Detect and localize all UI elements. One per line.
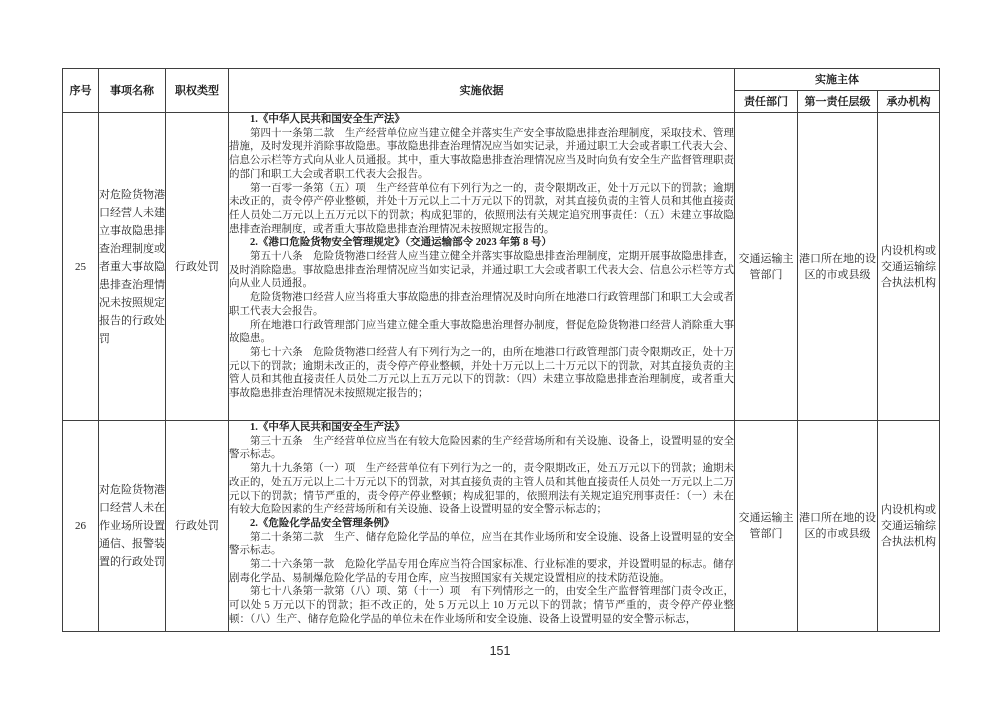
basis-paragraphs: [229, 113, 734, 401]
cell-undertaking-organization: 内设机构或交通运输综合执法机构: [878, 113, 940, 421]
header-row-top: [63, 69, 940, 91]
basis-paragraph: 危险货物港口经营人应当将重大事故隐患的排查治理情况及时向所在地港口行政管理部门和职工大会或者职工代表大会报告。: [229, 292, 734, 317]
basis-paragraph: 2.《港口危险货物安全管理规定》（交通运输部令 2023 年第 8 号）: [250, 237, 552, 249]
header-implementation-basis: 实施依据: [229, 69, 735, 113]
basis-paragraph: 第四十一条第二款 生产经营单位应当建立健全并落实生产安全事故隐患排查治理制度，采取技术、管理措施，及时发现并消除事故隐患。事故隐患排查治理情况应当如实记录，并通过职工大会或者职工代表大会、信息公示栏等方式向从业人员通报。其中，重大事故隐患排查治理情况应当及时向负有安全生产监督管理职责的部门和职工大会或者职工代表大会报告。: [229, 127, 734, 180]
basis-paragraph: 第九十九条第（一）项 生产经营单位有下列行为之一的，责令限期改正，处五万元以下的罚款；逾期未改正的，处五万元以上二十万元以下的罚款，对其直接负责的主管人员和其他直接责任人员处一万元以上二万元以下的罚款；情节严重的，责令停产停业整顿；构成犯罪的，依照刑法有关规定追究刑事责任：（一）未在有较大危险因素的生产经营场所和有关设施、设备上设置明显的安全警示标志的；: [229, 463, 734, 516]
cell-responsible-department: 交通运输主管部门: [735, 421, 798, 632]
cell-item-name: [99, 421, 166, 632]
header-undertaking-organization: 承办机构: [878, 91, 940, 113]
table-row: [63, 421, 940, 632]
header-first-responsibility-level: 第一责任层级: [798, 91, 878, 113]
basis-paragraph: 第二十六条第一款 危险化学品专用仓库应当符合国家标准、行业标准的要求，并设置明显的标志。储存剧毒化学品、易制爆危险化学品的专用仓库，应当按照国家有关规定设置相应的技术防范设施。: [229, 559, 734, 584]
basis-paragraph: 第二十条第二款 生产、储存危险化学品的单位，应当在其作业场所和安全设施、设备上设置明显的安全警示标志。: [229, 531, 734, 557]
cell-responsible-department: 交通运输主管部门: [735, 113, 798, 421]
cell-serial-number: 26: [63, 421, 99, 632]
basis-paragraph: 所在地港口行政管理部门应当建立健全重大事故隐患治理督办制度，督促危险货物港口经营人消除重大事故隐患。: [229, 319, 734, 345]
cell-authority-type: 行政处罚: [166, 421, 229, 632]
header-implementation-subject-group: 实施主体: [735, 69, 940, 91]
cell-implementation-basis: [229, 113, 735, 421]
cell-item-name: [99, 113, 166, 421]
header-item-name: 事项名称: [99, 69, 166, 113]
header-serial-number: 序号: [63, 69, 99, 113]
basis-paragraph: 第七十八条第一款第（八）项、第（十一）项 有下列情形之一的，由安全生产监督管理部门责令改正，可以处 5 万元以下的罚款；拒不改正的，处 5 万元以上 10 万元以下的罚款；情节严重的，责令停产停业整顿：（八）生产、储存危险化学品的单位未在作业场所和安全设施、设备上设置明显的安全警示标志，: [229, 586, 734, 625]
item-name-text: 对危险货物港口经营人未在作业场所设置通信、报警装置的行政处罚: [99, 484, 165, 568]
table-row: [63, 113, 940, 421]
basis-paragraph: 第七十六条 危险货物港口经营人有下列行为之一的，由所在地港口行政管理部门责令限期改正，处十万元以下的罚款；逾期未改正的，责令停产停业整顿，并处十万元以上二十万元以下的罚款，对其直接负责的主管人员和其他直接责任人员处二万元以上五万元以下的罚款：（四）未建立事故隐患排查治理制度，或者重大事故隐患排查治理情况未按照规定报告的；: [229, 346, 734, 400]
cell-undertaking-organization: 内设机构或交通运输综合执法机构: [878, 421, 940, 632]
basis-paragraph: 1.《中华人民共和国安全生产法》: [250, 114, 405, 125]
basis-paragraph: 1.《中华人民共和国安全生产法》: [250, 422, 405, 433]
cell-serial-number: 25: [63, 113, 99, 421]
cell-authority-type: 行政处罚: [166, 113, 229, 421]
header-responsible-department: 责任部门: [735, 91, 798, 113]
basis-paragraph: 第五十八条 危险货物港口经营人应当建立健全并落实事故隐患排查治理制度，定期开展事故隐患排查，及时消除隐患。事故隐患排查治理情况应当如实记录，并通过职工大会或者职工代表大会、信息公示栏等方式向从业人员通报。: [229, 251, 734, 290]
cell-implementation-basis: [229, 421, 735, 632]
basis-paragraph: 第三十五条 生产经营单位应当在有较大危险因素的生产经营场所和有关设施、设备上，设置明显的安全警示标志。: [229, 435, 734, 461]
cell-first-responsibility-level: 港口所在地的设区的市或县级: [798, 113, 878, 421]
page-number: 151: [489, 644, 511, 658]
item-name-text: 对危险货物港口经营人未建立事故隐患排查治理制度或者重大事故隐患排查治理情况未按照规定报告的行政处罚: [99, 188, 165, 345]
basis-paragraphs: [229, 421, 734, 627]
basis-paragraph: 第一百零一条第（五）项 生产经营单位有下列行为之一的，责令限期改正，处十万元以下的罚款；逾期未改正的，责令停产停业整顿，并处十万元以上二十万元以下的罚款，对其直接负责的主管人员和其他直接责任人员处二万元以上五万元以下的罚款；构成犯罪的，依照刑法有关规定追究刑事责任：（五）未建立事故隐患排查治理制度，或者重大事故隐患排查治理情况未按照规定报告的。: [229, 182, 734, 235]
cell-first-responsibility-level: 港口所在地的设区的市或县级: [798, 421, 878, 632]
header-authority-type: 职权类型: [166, 69, 229, 113]
basis-paragraph: 2.《危险化学品安全管理条例》: [250, 517, 395, 529]
implementation-basis-table: [62, 68, 940, 632]
